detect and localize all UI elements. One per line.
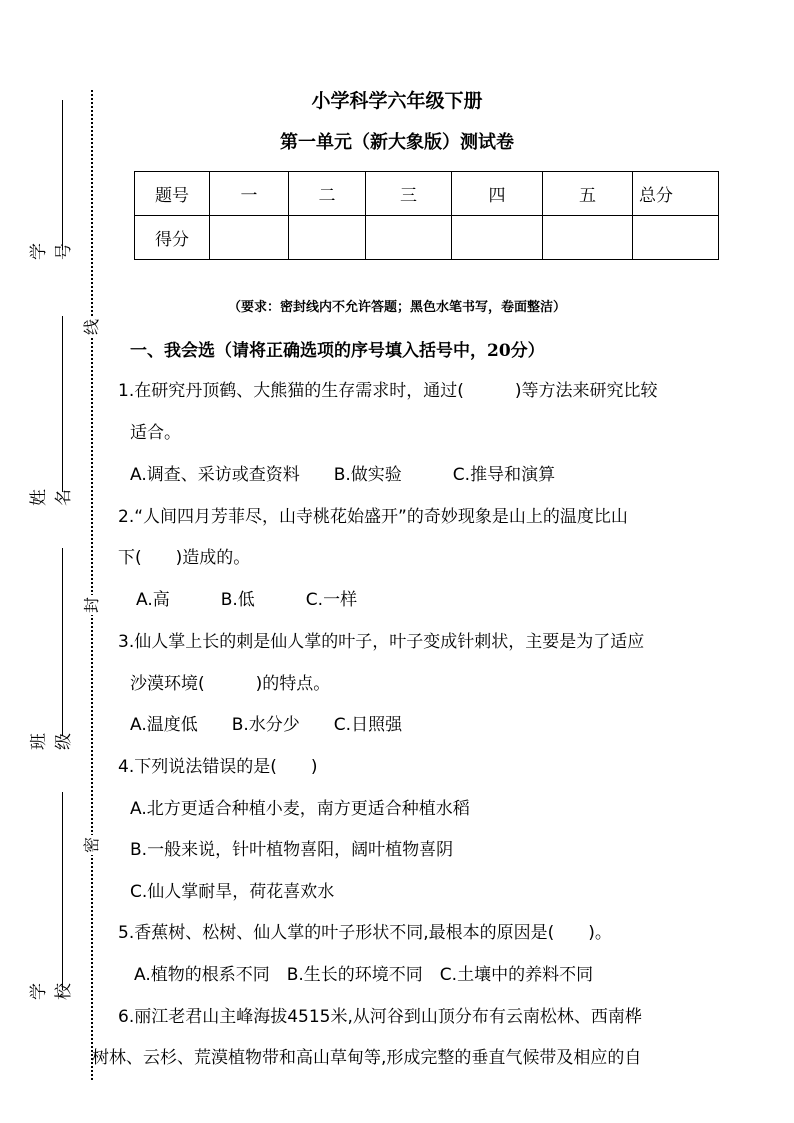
question-line: 下( )造成的。	[118, 548, 251, 568]
margin-underline	[62, 548, 63, 736]
score-table-score-row	[135, 216, 719, 260]
margin-underline	[62, 100, 63, 250]
margin-underline	[62, 316, 63, 492]
question-line: 3.仙人掌上长的刺是仙人掌的叶子，叶子变成针刺状，主要是为了适应	[118, 632, 645, 652]
option-line: A.植物的根系不同 B.生长的环境不同 C.土壤中的养料不同	[134, 965, 594, 985]
requirement-note: （要求：密封线内不允许答题；黑色水笔书写，卷面整洁）	[227, 300, 566, 315]
margin-label-class: 班级	[29, 733, 74, 750]
page-subtitle: 第一单元（新大象版）测试卷	[280, 132, 514, 153]
question-line: 沙漠环境( )的特点。	[130, 674, 331, 694]
score-table-header-cell: 二	[289, 172, 366, 216]
seal-dotted-line	[91, 90, 93, 1080]
score-cell	[210, 216, 289, 260]
option-line: A.调查、采访或查资料 B.做实验 C.推导和演算	[130, 465, 556, 485]
seal-char-seal: 封	[82, 597, 101, 614]
question-line: 4.下列说法错误的是( )	[118, 757, 318, 777]
question-line: 5.香蕉树、松树、仙人掌的叶子形状不同,最根本的原因是( )。	[118, 923, 612, 943]
question-line: 6.丽江老君山主峰海拔4515米,从河谷到山顶分布有云南松林、西南桦	[118, 1007, 642, 1027]
score-table-header-cell: 四	[452, 172, 543, 216]
score-table-header-cell: 五	[543, 172, 633, 216]
score-cell	[633, 216, 719, 260]
score-table	[134, 171, 719, 260]
score-cell	[289, 216, 366, 260]
score-cell	[452, 216, 543, 260]
margin-label-student-id: 学号	[29, 243, 74, 260]
margin-underline	[62, 792, 63, 990]
option-line: B.一般来说，针叶植物喜阳，阔叶植物喜阴	[130, 840, 454, 860]
question-line: 树林、云杉、荒漠植物带和高山草甸等,形成完整的垂直气候带及相应的自	[92, 1048, 642, 1068]
score-cell	[366, 216, 452, 260]
seal-char-secret: 密	[82, 837, 101, 854]
section-heading: 一、我会选（请将正确选项的序号填入括号中，20分）	[130, 341, 545, 361]
score-cell	[543, 216, 633, 260]
question-line: 2.“人间四月芳菲尽，山寺桃花始盛开”的奇妙现象是山上的温度比山	[118, 507, 628, 527]
question-line: 适合。	[130, 423, 181, 443]
page-title: 小学科学六年级下册	[311, 90, 483, 112]
margin-label-name: 姓名	[29, 489, 74, 506]
score-table-row-label: 得分	[135, 216, 210, 260]
seal-char-line: 线	[82, 319, 101, 336]
option-line: C.仙人掌耐旱，荷花喜欢水	[130, 882, 335, 902]
margin-label-school: 学校	[29, 983, 74, 1000]
option-line: A.高 B.低 C.一样	[136, 590, 358, 610]
question-line: 1.在研究丹顶鹤、大熊猫的生存需求时，通过( )等方法来研究比较	[118, 381, 658, 401]
score-table-header-cell: 题号	[135, 172, 210, 216]
score-table-header-cell: 三	[366, 172, 452, 216]
score-table-header-row	[135, 172, 719, 216]
option-line: A.北方更适合种植小麦，南方更适合种植水稻	[130, 799, 470, 819]
score-table-header-cell: 一	[210, 172, 289, 216]
score-table-header-cell: 总分	[633, 172, 719, 216]
option-line: A.温度低 B.水分少 C.日照强	[130, 715, 403, 735]
